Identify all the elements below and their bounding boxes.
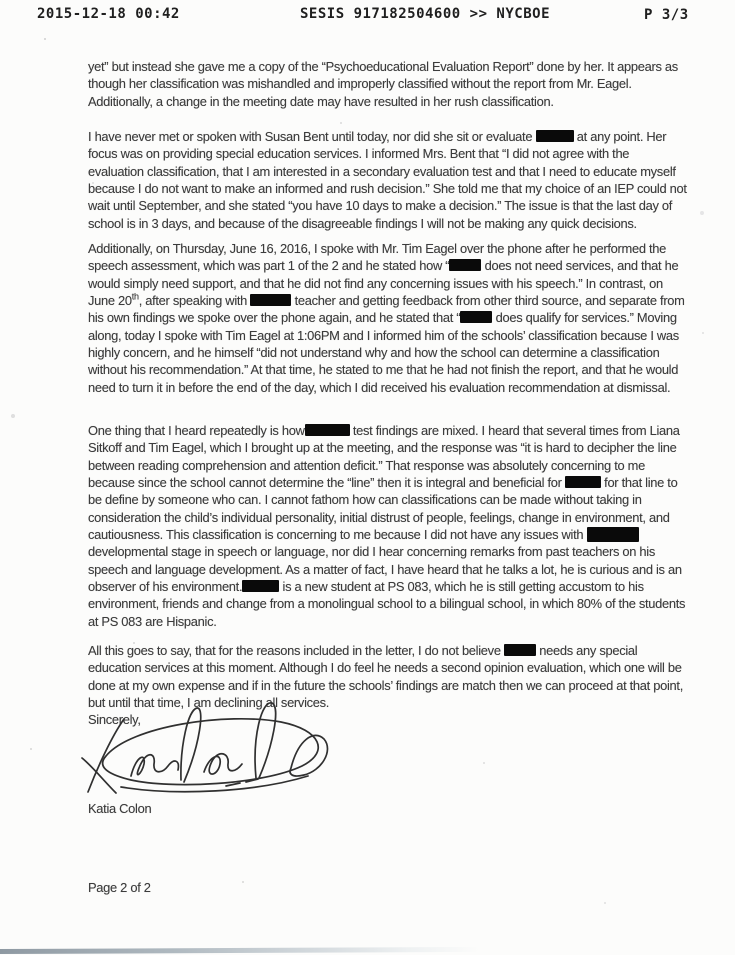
letter-paragraph-2: I have never met or spoken with Susan Bent until today, nor did she sit or evaluate at any point. Her focus was on providing special education services. I informed Mrs. Bent that “I did not agree with the evaluation classification, that I am interested in a secondary evaluation test and that I need to educate myself because I do not want to make an informed and rush decision.” She told me that my choice of an IEP could not wait until September, and she stated “you have 10 days to make a decision.” The issue is that the last day of school is in 3 days, and because of the disagreeable findings I will not be making any quick decisions.: [88, 129, 687, 231]
letter-body: [88, 0, 688, 955]
redaction-box: [250, 294, 291, 306]
letter-paragraph-1: yet” but instead she gave me a copy of the “Psychoeducational Evaluation Report” done by her. It appears as though her classification was mishandled and improperly classified without the report from Mr. Eagel. Additionally, a change in the meeting date may have resulted in her rush classification.: [88, 59, 678, 109]
signer-name: Katia Colon: [88, 801, 152, 816]
letter-paragraph-5: All this goes to say, that for the reasons included in the letter, I do not believe needs any special education services at this moment. Although I do feel he needs a second opinion evaluation, which one will be done at my own expense and if in the future the schools’ findings are match then we can proceed at that point, but until that time, I am declining all services.: [88, 643, 683, 711]
redaction-box: [565, 476, 601, 488]
closing-sincerely: Sincerely,: [88, 712, 141, 727]
scan-noise-specks: [0, 0, 2, 2]
redaction-box: [460, 311, 492, 323]
handwritten-signature: [76, 696, 356, 804]
letter-paragraph-4: One thing that I heard repeatedly is how test findings are mixed. I heard that several times from Liana Sitkoff and Tim Eagel, which I brought up at the meeting, and the response was “it is hard to decipher the line between reading comprehension and attention deficit.” That response was absolutely concerning to me because since the school cannot determine the “line” then it is integral and beneficial for for that line to be define by someone who can. I cannot fathom how can classifications can be made without taking in consideration the child’s individual personality, initial distrust of people, feelings, change in environment, and cautiousness. This classification is concerning to me because I did not have any issues with developmental stage in speech or language, nor did I hear concerning remarks from past teachers on his speech and language development. As a matter of fact, I have heard that he talks a lot, he is curious and is an observer of his environment. is a new student at PS 083, which he is still getting accustom to his environment, friends and change from a monolingual school to a bilingual school, in which 80% of the students at PS 083 are Hispanic.: [88, 423, 686, 629]
redaction-box: [305, 424, 350, 436]
superscript: th: [131, 291, 139, 302]
letter-paragraph-3: Additionally, on Thursday, June 16, 2016, I spoke with Mr. Tim Eagel over the phone after he performed the speech assessment, which was part 1 of the 2 and he stated how “ does not need services, and that he would simply need support, and that he did not find any concerning issues with his speech.” In contrast, on June 20th, after speaking with teacher and getting feedback from other third source, and separate from his own findings we spoke over the phone again, and he stated that “ does qualify for services.” Moving along, today I spoke with Tim Eagel at 1:06PM and I informed him of the schools’ classification because I was highly concern, and he himself “did not understand why and how the school can determine a classification without his recommendation.” At that time, he stated to me that he had not finish the report, and that he would need to turn it in before the end of the day, which I did received his evaluation recommendation at dismissal.: [88, 241, 685, 395]
page-number-label: Page 2 of 2: [88, 880, 151, 895]
fax-page-counter: P 3/3: [644, 7, 689, 23]
redaction-box: [242, 580, 279, 592]
fax-transmission-line: SESIS 917182504600 >> NYCBOE: [300, 6, 551, 22]
redaction-box: [587, 527, 639, 542]
fax-datetime: 2015-12-18 00:42: [37, 6, 180, 22]
redaction-box: [536, 130, 574, 142]
redaction-box: [504, 644, 536, 656]
redaction-box: [449, 259, 481, 271]
